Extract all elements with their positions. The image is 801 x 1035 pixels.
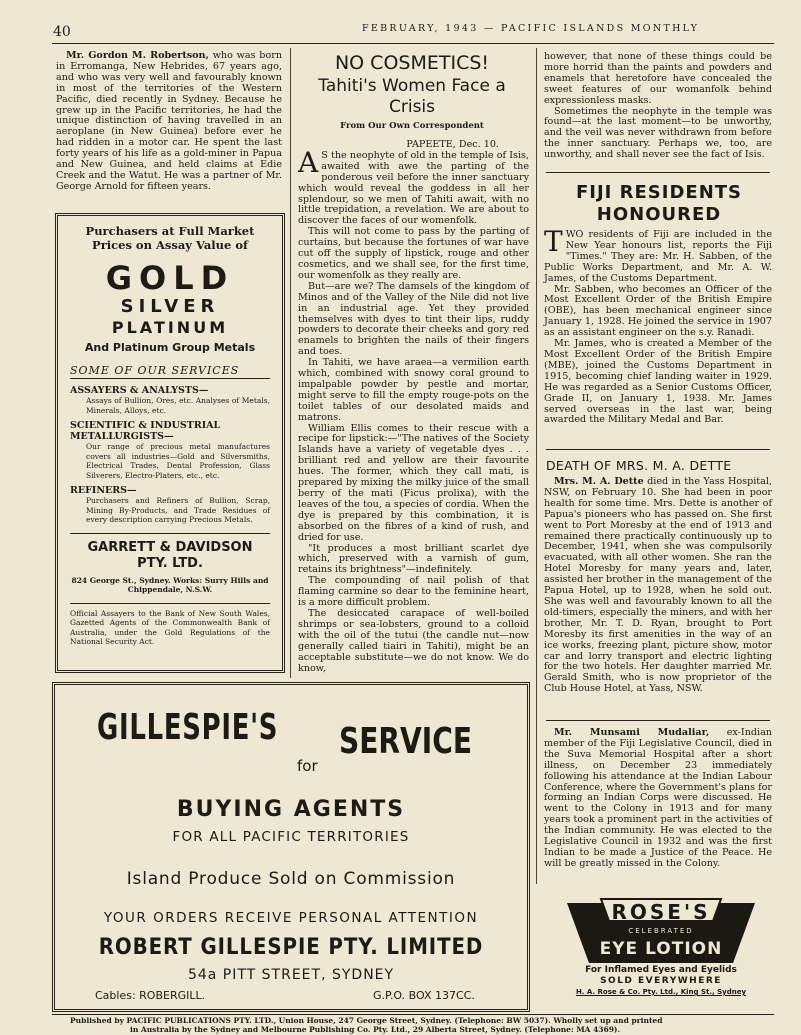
column-rule-2 <box>536 48 537 884</box>
gold-ad-group: And Platinum Group Metals <box>84 341 256 354</box>
fiji-headline: FIJI RESIDENTS HONOURED <box>575 182 742 225</box>
mudaliar-text: ex-Indian member of the Fiji Legislative Council, died in the Suva Memorial Hospital after a short illness, on December 23 immediately following his attendance at the Indian Labour Conference, where the Government's plans for forming an Indian Corps were discussed. He went to the Colony in 1913 and for many years took a prominent part in the activities of the Indian community. He was elected to the Legislative Council in 1932 and was the first Indian to be made a Justice of the Peace. He will be greatly missed in the Colony. <box>544 727 772 869</box>
gold-ad-silver: SILVER <box>120 296 220 317</box>
gillespie-ad-produce: Island Produce Sold on Commission <box>126 869 456 889</box>
mudaliar-obituary <box>544 728 772 870</box>
gillespie-ad-company: ROBERT GILLESPIE PTY. LIMITED <box>98 935 484 960</box>
gold-ad-service-2-title: SCIENTIFIC & INDUSTRIAL METALLURGISTS— <box>70 420 221 442</box>
robertson-obituary <box>56 51 282 193</box>
tahiti-byline: From Our Own Correspondent <box>340 121 484 131</box>
tahiti-headline-1: NO COSMETICS! <box>334 52 490 74</box>
roses-ad-sold: SOLD EVERYWHERE <box>600 976 722 986</box>
gold-ad-intro: Purchasers at Full Market Prices on Assay Value of <box>85 224 255 252</box>
mudaliar-name: Mr. Munsami Mudaliar, <box>554 727 710 738</box>
gold-ad-gold: GOLD <box>105 259 235 297</box>
header-rule <box>52 43 774 44</box>
dette-name: Mrs. M. A. Dette <box>554 476 644 487</box>
robertson-text: who was born in Erromanga, New Hebrides, 67 years ago, and who was very well and favourably known in most of the territories of the Western Pacific, died recently in Sydney. Because he grew up in the Pacific territories, he had the unique distinction of having travelled in an aeroplane (in New Guinea) before ever he had ridden in a motor car. He spent the last forty years of his life as a gold-miner in Papua and New Guinea, and held claims at Edie Creek and the Watut. He was a partner of Mr. George Arnold for fifteen years. <box>56 50 282 192</box>
dette-headline: DEATH OF MRS. M. A. DETTE <box>546 458 732 473</box>
gillespie-ad-gillespies: GILLESPIE'S <box>97 707 279 748</box>
gold-ad-platinum: PLATINUM <box>111 318 229 337</box>
gillespie-ad-attention: YOUR ORDERS RECEIVE PERSONAL ATTENTION <box>103 910 479 926</box>
gillespie-ad-street: 54a PITT STREET, SYDNEY <box>187 967 395 983</box>
tahiti-paragraph-8: The desiccated carapace of well-boiled shrimps or sea-lobsters, ground to a colloid with the oil of the tutui (the candle nut—now generally called tiairi in Tahiti), might be an acceptable substitute—we do not know. We do know, <box>298 607 529 674</box>
tahiti-end-rule <box>546 172 770 173</box>
footer-rule <box>52 1014 774 1015</box>
gillespie-ad-for: for <box>297 757 318 775</box>
dette-obituary <box>544 477 772 695</box>
gold-ad-service-1-title: ASSAYERS & ANALYSTS— <box>70 385 209 396</box>
gold-ad-services-heading: SOME OF OUR SERVICES <box>70 364 270 379</box>
roses-ad-roses: ROSE'S <box>611 900 711 924</box>
gold-ad-service-1-text: Assays of Bullion, Ores, etc. Analyses of Metals, Minerals, Alloys, etc. <box>86 396 270 415</box>
tahiti-dateline: PAPEETE, Dec. 10. <box>406 139 499 150</box>
fiji-paragraph-3: Mr. James, who is created a Member of the Most Excellent Order of the British Empire (MBE), joined the Customs Department in 1915, becoming chief landing waiter in 1929. He was regarded as a Senior Customs Officer, Grade II, on January 1, 1938. Mr. James served overseas in the last war, being awarded the Military Medal and Bar. <box>544 338 772 426</box>
robertson-name: Mr. Gordon M. Robertson, <box>66 50 209 61</box>
gold-ad-service-3-text: Purchasers and Refiners of Bullion, Scrap, Mining By-Products, and Trade Residues of every description carrying Precious Metals. <box>86 496 270 524</box>
roses-ad-celebrated: CELEBRATED <box>628 927 694 935</box>
column-rule-1 <box>290 48 291 678</box>
gold-ad-footer: Official Assayers to the Bank of New South Wales, Gazetted Agents of the Commonwealth Bank of Australia, under the Gold Regulations of the National Security Act. <box>70 603 270 647</box>
tahiti-paragraph-5: William Ellis comes to their rescue with a recipe for lipstick:—"The natives of the Society Islands have a variety of vegetable dyes . . . brilliant red and yellow are their favourite hues. The former, which they call mati, is prepared by mixing the milky juice of the small berry of the mati (Ficus prolixa), with the leaves of the tou, a species of cordia. When the dye is prepared by this combination, it is absorbed on the fibres of a kind of rush, and dried for use. <box>298 422 529 543</box>
fiji-paragraph-2: Mr. Sabben, who becomes an Officer of the Most Excellent Order of the British Empire (OBE), has been mechanical engineer since January 1, 1928. He joined the service in 1907 as an assistant engineer on the s.y. Ranadi. <box>544 283 772 339</box>
fiji-end-rule <box>546 449 770 450</box>
tahiti-paragraph-1: S the neophyte of old in the temple of Isis, awaited with awe the parting of the ponderous veil before the inner sanctuary which would reveal the goddess in all her splendour, so we men of Tahiti await, with no little trepidation, a revelation. We are about to discover the faces of our womenfolk. <box>298 149 529 227</box>
tahiti-paragraph-6: "It produces a most brilliant scarlet dye which, preserved with a varnish of gum, retains its brightness"—indefinitely. <box>298 542 529 576</box>
tahiti-paragraph-9: however, that none of these things could be more horrid than the paints and powders and enamels that heretofore have concealed the sweet features of our womanfolk behind expressionless masks. <box>544 51 772 106</box>
gold-ad-service-2-text: Our range of precious metal manufactures covers all industries—Gold and Silversmiths, Electrical Trades, Dental Profession, Glass Silverers, Electro-Platers, etc., etc. <box>86 442 270 480</box>
dette-end-rule <box>546 720 770 721</box>
tahiti-paragraph-4: In Tahiti, we have araea—a vermilion earth which, combined with snowy coral ground to impalpable powder by pestle and mortar, might serve to fill the empty rouge-pots on the toilet tables of our desolated maids and matrons. <box>298 357 529 423</box>
gold-ad-company: GARRETT & DAVIDSON PTY. LTD. <box>70 533 270 572</box>
footer-publisher-line-2: in Australia by the Sydney and Melbourne Publishing Co. Pty. Ltd., 29 Alberta Street, Sydney. (Telephone: MA 4369). <box>130 1025 621 1034</box>
roses-ad-for-eyes: For Inflamed Eyes and Eyelids <box>585 965 737 975</box>
tahiti-paragraph-3: But—are we? The damsels of the kingdom of Minos and of the Valley of the Nile did not live in an industrial age. Yet they provided themselves with dyes to tint their lips, ruddy powders to decorate their cheeks and gory red enamels to brighten the nails of their fingers and toes. <box>298 280 529 358</box>
tahiti-paragraph-2: This will not come to pass by the parting of curtains, but because the fortunes of war have cut off the supply of lipstick, rouge and other cosmetics, and we shall see, for the first time, our womenfolk as they really are. <box>298 226 529 281</box>
tahiti-article <box>298 140 529 674</box>
roses-ad <box>561 891 761 1003</box>
gillespie-ad-buying: BUYING AGENTS <box>176 797 406 822</box>
tahiti-paragraph-7: The compounding of nail polish of that flaming carmine so dear to the feminine heart, is a more difficult problem. <box>298 575 529 609</box>
tahiti-dropcap: A <box>298 145 319 179</box>
gold-ad-address: 824 George St., Sydney. Works: Surry Hills and Chippendale, N.S.W. <box>71 575 269 594</box>
gold-ad <box>55 213 285 673</box>
footer-publisher-line-1: Published by PACIFIC PUBLICATIONS PTY. LTD., Union House, 247 George Street, Sydney. (Telephone: BW 5037). Wholly set up and printed <box>70 1016 663 1025</box>
gillespie-ad-box: G.P.O. BOX 137CC. <box>373 989 475 1002</box>
fiji-paragraph-1: WO residents of Fiji are included in the New Year honours list, reports the Fiji "Times." They are: Mr. H. Sabben, of the Public Works Department, and Mr. A. W. James, of the Customs Department. <box>544 229 772 284</box>
tahiti-headline-2: Tahiti's Women Face a Crisis <box>318 76 506 117</box>
fiji-dropcap: T <box>544 225 563 258</box>
roses-ad-maker: H. A. Rose & Co. Pty. Ltd., King St., Sydney <box>575 988 747 996</box>
dette-text: died in the Yass Hospital, NSW, on February 10. She had been in poor health for some time. Mrs. Dette is another of Papua's pioneers who has passed on. She first went to Port Moresby at the end of 1913 and remained there practically continuously up to December, 1941, when she was compulsorily evacuated, with all other women. She ran the Hotel Moresby for many years and, later, assisted her brother in the management of the Papua Hotel, up to 1928, when he sold out. She was well and favourably known to all the old-timers, especially the miners, and with her brother, Mr. T. D. Ryan, brought to Port Moresby its first amenities in the way of an ice works, freezing plant, picture show, motor car and lorry transport and electric lighting for the two hotels. Her daughter married Mr. Gerald Smith, who is now proprietor of the Club House Hotel, at Yass, NSW. <box>544 476 772 695</box>
fiji-article <box>544 225 772 426</box>
tahiti-paragraph-10: Sometimes the neophyte in the temple was found—at the last moment—to be unworthy, and the veil was never withdrawn from before the inner sanctuary. Perhaps we, too, are unworthy, and shall never see the fact of Isis. <box>544 105 772 161</box>
roses-ad-eye-lotion: EYE LOTION <box>599 939 723 959</box>
gillespie-ad <box>52 682 530 1012</box>
gold-ad-service-3-title: REFINERS— <box>70 485 137 496</box>
gillespie-ad-service: SERVICE <box>339 721 473 762</box>
page-number: 40 <box>53 24 71 40</box>
tahiti-continued <box>544 52 772 161</box>
gillespie-ad-for-all: FOR ALL PACIFIC TERRITORIES <box>172 829 410 845</box>
running-head: FEBRUARY, 1943 — PACIFIC ISLANDS MONTHLY <box>362 23 700 34</box>
gillespie-ad-cables: Cables: ROBERGILL. <box>95 989 206 1002</box>
